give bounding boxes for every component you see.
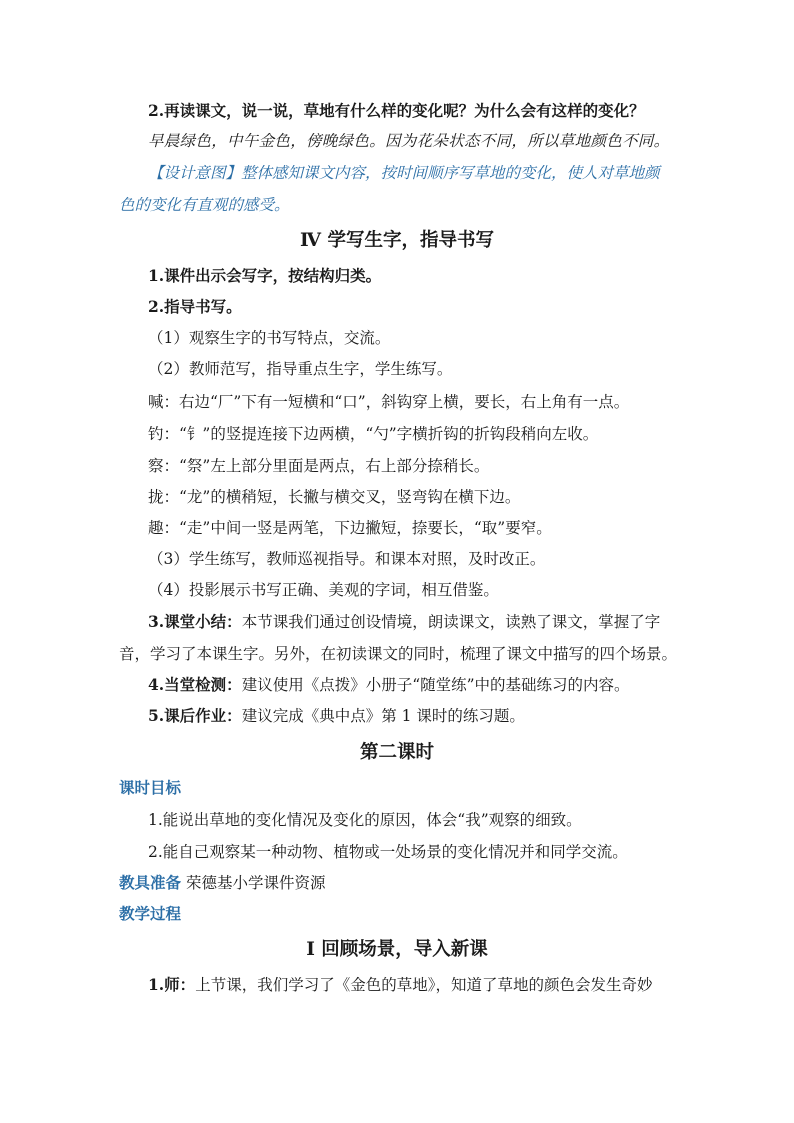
teaching-tools-label: 教具准备 [119,873,182,892]
answer-2: 早晨绿色，中午金色，傍晚绿色。因为花朵状态不同，所以草地颜色不同。 [148,132,670,150]
teaching-tools-text: 荣德基小学课件资源 [185,874,326,892]
char-note-diao: 钓：“钅”的竖提连接下边两横，“勺”字横折钩的折钩段稍向左收。 [148,425,599,443]
class-summary-line2: 音，学习了本课生字。另外，在初读课文的同时，梳理了课文中描写的四个场景。 [119,645,678,663]
char-note-long: 拢：“龙”的横稍短，长撇与横交叉，竖弯钩在横下边。 [148,488,521,506]
char-note-qu: 趣：“走”中间一竖是两笔，下边撇短，捺要长，“取”要窄。 [148,519,552,537]
goal-2 [148,842,628,862]
design-intent-text: 【设计意图】整体感知课文内容，按时间顺序写草地的变化，使人对草地颜 [148,164,660,182]
design-intent-line2: 色的变化有直观的感受。 [119,196,290,214]
substep-4: （4）投影展示书写正确、美观的字词，相互借鉴。 [148,581,499,599]
goal-1 [148,810,582,830]
char-note-cha: 察：“祭”左上部分里面是两点，右上部分捺稍长。 [148,457,490,475]
lesson-2-heading: 第二课时 [359,742,434,763]
goal-2-text: 2.能自己观察某一种动物、植物或一处场景的变化情况并和同学交流。 [148,843,628,861]
step-1: 1.课件出示会写字，按结构归类。 [148,266,382,285]
design-intent-line1 [148,163,704,183]
class-summary-label: 3.课堂小结： [148,612,242,631]
question-2: 2.再读课文，说一说，草地有什么样的变化呢？为什么会有这样的变化？ [148,101,645,120]
class-summary-line1 [148,612,660,632]
in-class-check [148,675,630,695]
teaching-tools [119,873,325,893]
homework-text: 建议完成《典中点》第 1 课时的练习题。 [241,707,525,725]
teacher-intro [148,975,652,995]
teaching-process-title: 教学过程 [119,904,182,923]
lesson-goals-title: 课时目标 [119,778,182,797]
substep-2: （2）教师范写，指导重点生字，学生练写。 [148,360,453,378]
substep-3: （3）学生练写，教师巡视指导。和课本对照，及时改正。 [148,550,546,568]
section-heading-4: Ⅳ 学写生字，指导书写 [300,230,494,251]
substep-1: （1）观察生字的书写特点，交流。 [148,329,391,347]
teacher-text: 上节课，我们学习了《金色的草地》，知道了草地的颜色会发生奇妙 [195,976,653,994]
teacher-label: 1.师： [148,975,196,994]
class-summary-text: 本节课我们通过创设情境，朗读课文，读熟了课文，掌握了字 [241,613,661,631]
in-class-check-label: 4.当堂检测： [148,675,242,694]
part-1-heading: Ⅰ 回顾场景，导入新课 [306,939,488,960]
goal-1-text: 1.能说出草地的变化情况及变化的原因，体会“我”观察的细致。 [148,811,582,829]
char-note-han: 喊：右边“厂”下有一短横和“口”，斜钩穿上横，要长，右上角有一点。 [148,393,630,411]
homework [148,706,525,726]
step-2: 2.指导书写。 [148,297,242,316]
homework-label: 5.课后作业： [148,706,242,725]
in-class-check-text: 建议使用《点拨》小册子“随堂练”中的基础练习的内容。 [241,676,630,694]
